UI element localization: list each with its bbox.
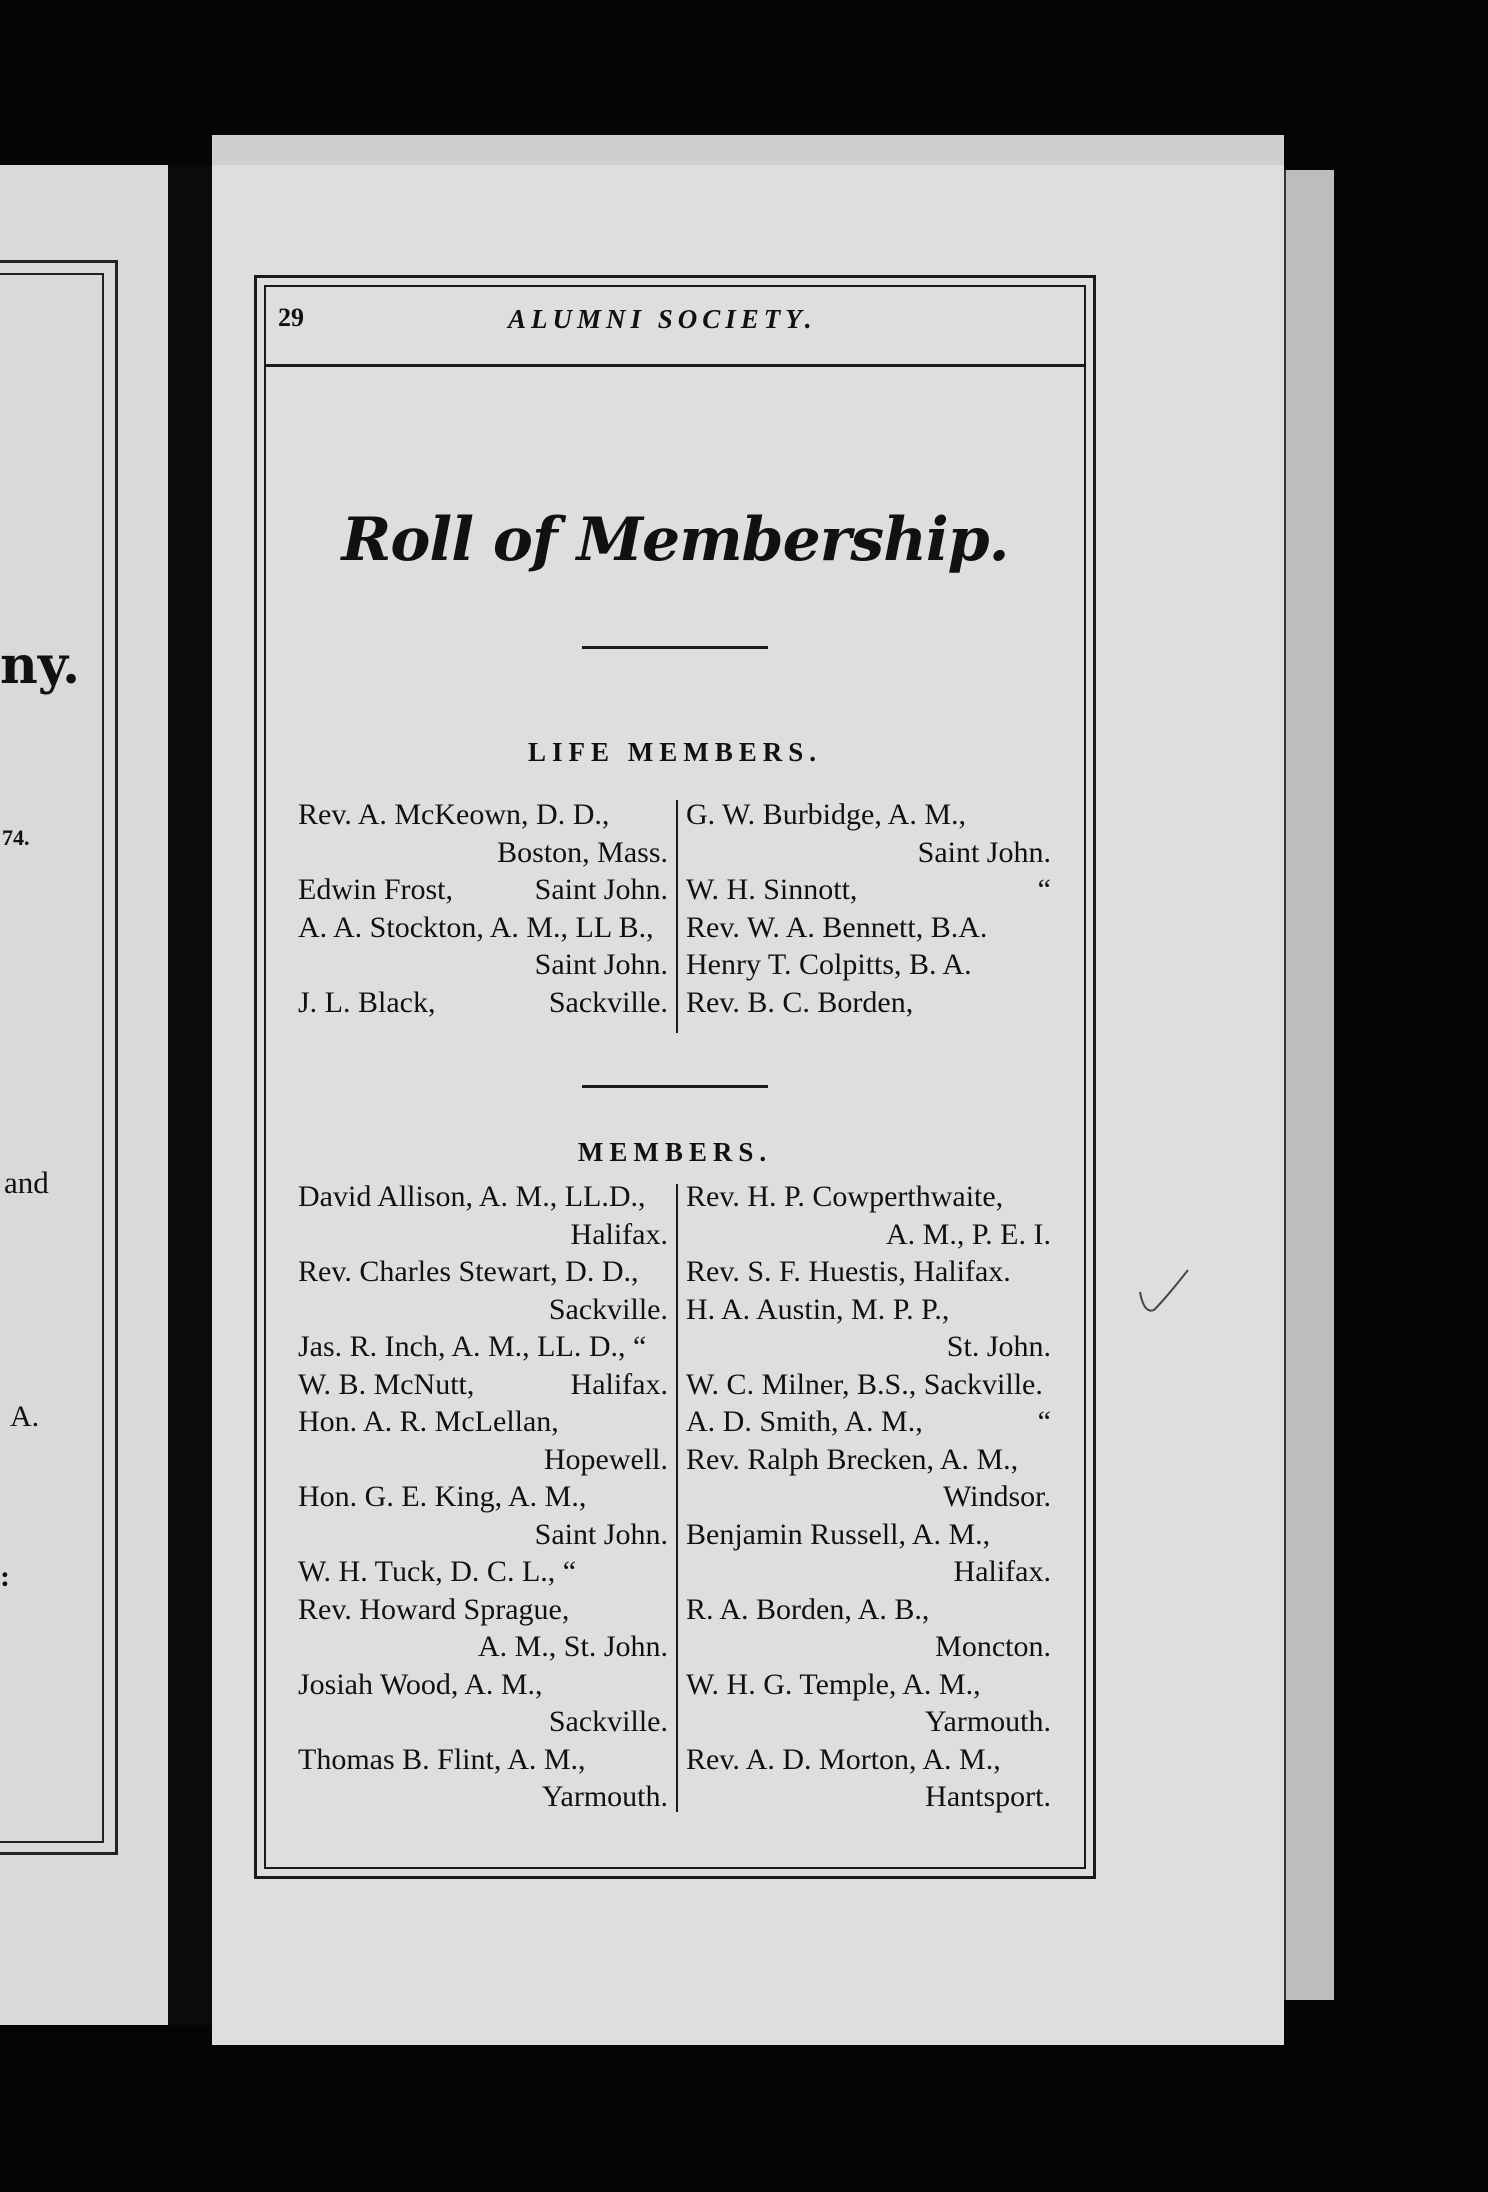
member-entry-line: G. W. Burbidge, A. M., — [686, 798, 967, 831]
member-location: “ — [1037, 1405, 1051, 1438]
member-location: Halifax. — [570, 1367, 668, 1401]
member-entry-line: Rev. Ralph Brecken, A. M., — [686, 1442, 1019, 1476]
page-top-edge — [212, 135, 1284, 169]
member-entry-line: W. C. Milner, B.S., Sackville. — [686, 1367, 1043, 1401]
member-entry-line: Hon. A. R. McLellan, — [298, 1405, 559, 1438]
members-right-column — [686, 1178, 1051, 1816]
member-location: “ — [1037, 873, 1051, 906]
member-location: Sackville. — [548, 985, 668, 1019]
member-entry-line: Rev. W. A. Bennett, B.A. — [686, 910, 988, 944]
members-left-column — [298, 1178, 668, 1816]
member-entry-line: Yarmouth. — [924, 1705, 1051, 1738]
member-entry-line: Yarmouth. — [541, 1780, 668, 1813]
member-entry-line: Thomas B. Flint, A. M., — [298, 1742, 586, 1776]
life-members-heading: LIFE MEMBERS. — [527, 737, 823, 767]
header-rule — [266, 364, 1084, 367]
page-number: 29 — [278, 303, 304, 332]
running-head: ALUMNI SOCIETY. — [508, 304, 817, 334]
member-entry-line: David Allison, A. M., LL.D., — [298, 1180, 646, 1213]
member-name: A. D. Smith, A. M., — [686, 1405, 923, 1438]
member-name: W. H. Sinnott, — [686, 873, 858, 906]
previous-page-fragment: A. — [10, 1400, 40, 1433]
member-entry-line: A. M., St. John. — [477, 1630, 668, 1663]
member-entry-line: Rev. A. McKeown, D. D., — [298, 798, 610, 831]
member-entry-line: Halifax. — [953, 1555, 1051, 1588]
member-entry-line: W. H. G. Temple, A. M., — [686, 1667, 981, 1701]
member-name: Edwin Frost, — [298, 873, 454, 906]
member-entry-line: Windsor. — [943, 1480, 1051, 1513]
member-entry-line: Halifax. — [570, 1217, 668, 1251]
member-entry-line: St. John. — [946, 1330, 1051, 1363]
member-entry-line: Hopewell. — [543, 1442, 668, 1476]
member-entry-line: Rev. S. F. Huestis, Halifax. — [686, 1255, 1011, 1288]
member-entry-line: Saint John. — [534, 1517, 668, 1551]
previous-page-fragment: ny. — [0, 635, 81, 696]
member-entry-line — [298, 1366, 668, 1404]
member-entry-line: Hon. G. E. King, A. M., — [298, 1480, 587, 1513]
member-entry-line: Rev. H. P. Cowperthwaite, — [686, 1180, 1004, 1213]
book-spine — [168, 165, 212, 2025]
member-entry-line: Hantsport. — [925, 1780, 1051, 1813]
member-entry-line — [298, 871, 668, 909]
life-members-right-column — [686, 796, 1051, 1021]
member-name: J. L. Black, — [298, 985, 436, 1019]
member-entry-line: W. H. Tuck, D. C. L., “ — [298, 1555, 577, 1588]
member-entry-line: A. M., P. E. I. — [885, 1217, 1051, 1251]
column-divider — [676, 800, 678, 1033]
member-entry-line — [686, 871, 1051, 909]
member-entry-line: Josiah Wood, A. M., — [298, 1667, 543, 1701]
previous-page-fragment: and — [4, 1165, 49, 1200]
page-edges — [1284, 170, 1334, 2000]
member-entry-line: H. A. Austin, M. P. P., — [686, 1292, 950, 1326]
member-entry-line: Saint John. — [917, 835, 1051, 869]
page-title: Roll of Membership. — [341, 505, 1009, 575]
members-heading: MEMBERS. — [577, 1137, 773, 1167]
member-entry-line: Rev. Howard Sprague, — [298, 1592, 570, 1626]
previous-page-fragment: : — [0, 1560, 10, 1593]
member-entry-line: Rev. B. C. Borden, — [686, 985, 914, 1019]
previous-page — [0, 165, 168, 2025]
previous-page-fragment: 74. — [2, 825, 30, 850]
previous-page-inner-frame — [0, 273, 104, 1843]
member-location: Saint John. — [534, 873, 668, 906]
member-entry-line: Sackville. — [548, 1705, 668, 1738]
member-entry-line: A. A. Stockton, A. M., LL B., — [298, 910, 654, 944]
member-entry-line — [686, 1403, 1051, 1441]
member-entry-line: Boston, Mass. — [497, 835, 668, 869]
column-divider — [676, 1184, 678, 1812]
member-entry-line: Rev. Charles Stewart, D. D., — [298, 1255, 639, 1288]
member-entry-line: R. A. Borden, A. B., — [686, 1592, 930, 1626]
member-entry-line: Sackville. — [548, 1292, 668, 1326]
member-entry-line: Rev. A. D. Morton, A. M., — [686, 1742, 1001, 1776]
divider-rule — [582, 1085, 768, 1088]
member-entry-line: Jas. R. Inch, A. M., LL. D., “ — [298, 1330, 647, 1363]
member-entry-line: Saint John. — [534, 948, 668, 981]
life-members-left-column — [298, 796, 668, 1021]
member-entry-line: Benjamin Russell, A. M., — [686, 1517, 991, 1551]
pencil-checkmark-icon — [1136, 1262, 1196, 1322]
member-name: W. B. McNutt, — [298, 1367, 475, 1401]
divider-rule — [582, 646, 768, 649]
member-entry-line: Moncton. — [935, 1630, 1051, 1663]
member-entry-line: Henry T. Colpitts, B. A. — [686, 948, 972, 981]
member-entry-line — [298, 984, 668, 1022]
